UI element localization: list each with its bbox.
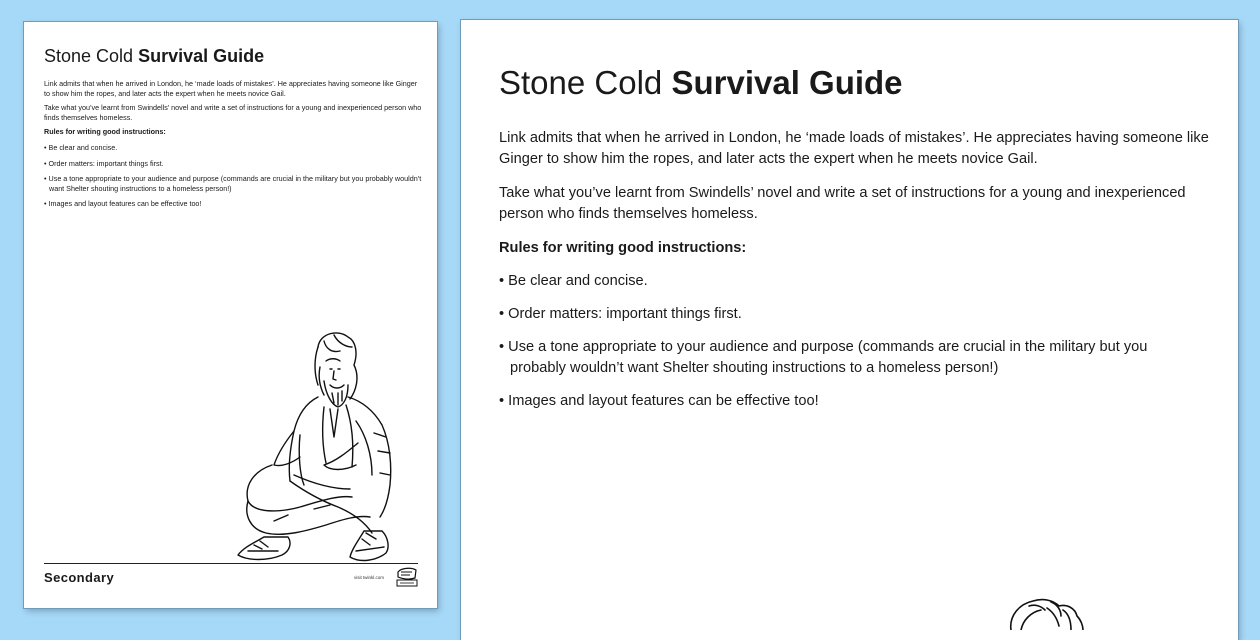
intro-paragraph: Link admits that when he arrived in London, he ‘made loads of mistakes’. He appreciates having someone like Ginger to show him the ropes, and later acts the expert when he meets novice Gail. [44,79,418,98]
rule-item [499,304,1224,325]
bullet: • [44,158,47,168]
footer-label: Secondary [44,570,115,585]
rule-text: Use a tone appropriate to your audience and purpose (commands are crucial in the military but you probably wouldn’t want Shelter shouting instructions to a homeless person!) [508,339,1148,376]
rule-text: Images and layout features can be effective too! [508,393,819,409]
title-bold: Survival Guide [138,46,265,66]
rule-text: Order matters: important things first. [508,306,742,322]
homeless-man-illustration-cropped [1001,596,1111,630]
rule-text: Be clear and concise. [508,273,648,289]
title-bold: Survival Guide [671,64,903,101]
footer-url[interactable]: visit twinkl.com [354,575,385,580]
worksheet-body [44,79,422,215]
homeless-man-illustration [234,325,434,565]
rule-item [44,159,422,169]
rules-list [499,271,1224,412]
twinkl-logo-icon [395,566,419,588]
rule-item [44,143,422,153]
bullet: • [499,393,505,409]
page-title [44,46,264,67]
rules-heading: Rules for writing good instructions: [499,240,747,256]
worksheet-page-large [461,20,1238,640]
bullet: • [44,142,47,152]
worksheet-thumbnail[interactable] [24,22,437,608]
intro-paragraph: Link admits that when he arrived in London, he ‘made loads of mistakes’. He appreciates having someone like Ginger to show him the ropes, and later acts the expert when he meets novice Gail. [499,130,1209,167]
rule-text: Be clear and concise. [48,142,118,152]
footer-divider [44,563,418,564]
worksheet-body [499,128,1224,424]
bullet: • [44,199,47,209]
rule-text: Order matters: important things first. [48,158,164,168]
rule-item [499,337,1150,379]
rules-list [44,143,422,209]
rule-text: Images and layout features can be effective too! [48,199,202,209]
rule-item [44,199,422,209]
bullet: • [44,174,47,184]
title-prefix: Stone Cold [44,46,134,66]
bullet: • [499,306,505,322]
rule-item [499,391,1224,412]
intro-paragraph: Take what you’ve learnt from Swindells’ novel and write a set of instructions for a young and inexperienced person who finds themselves homeless. [499,185,1186,222]
bullet: • [499,339,505,355]
intro-paragraph: Take what you’ve learnt from Swindells’ novel and write a set of instructions for a young and inexperienced person who finds themselves homeless. [44,103,422,122]
title-prefix: Stone Cold [499,64,663,101]
page-title [499,64,903,102]
rule-item [499,271,1224,292]
bullet: • [499,273,505,289]
rules-heading: Rules for writing good instructions: [44,127,166,137]
rule-item [44,174,422,193]
rule-text: Use a tone appropriate to your audience and purpose (commands are crucial in the military but you probably wouldn’t want Shelter shouting instructions to a homeless person!) [48,174,422,193]
